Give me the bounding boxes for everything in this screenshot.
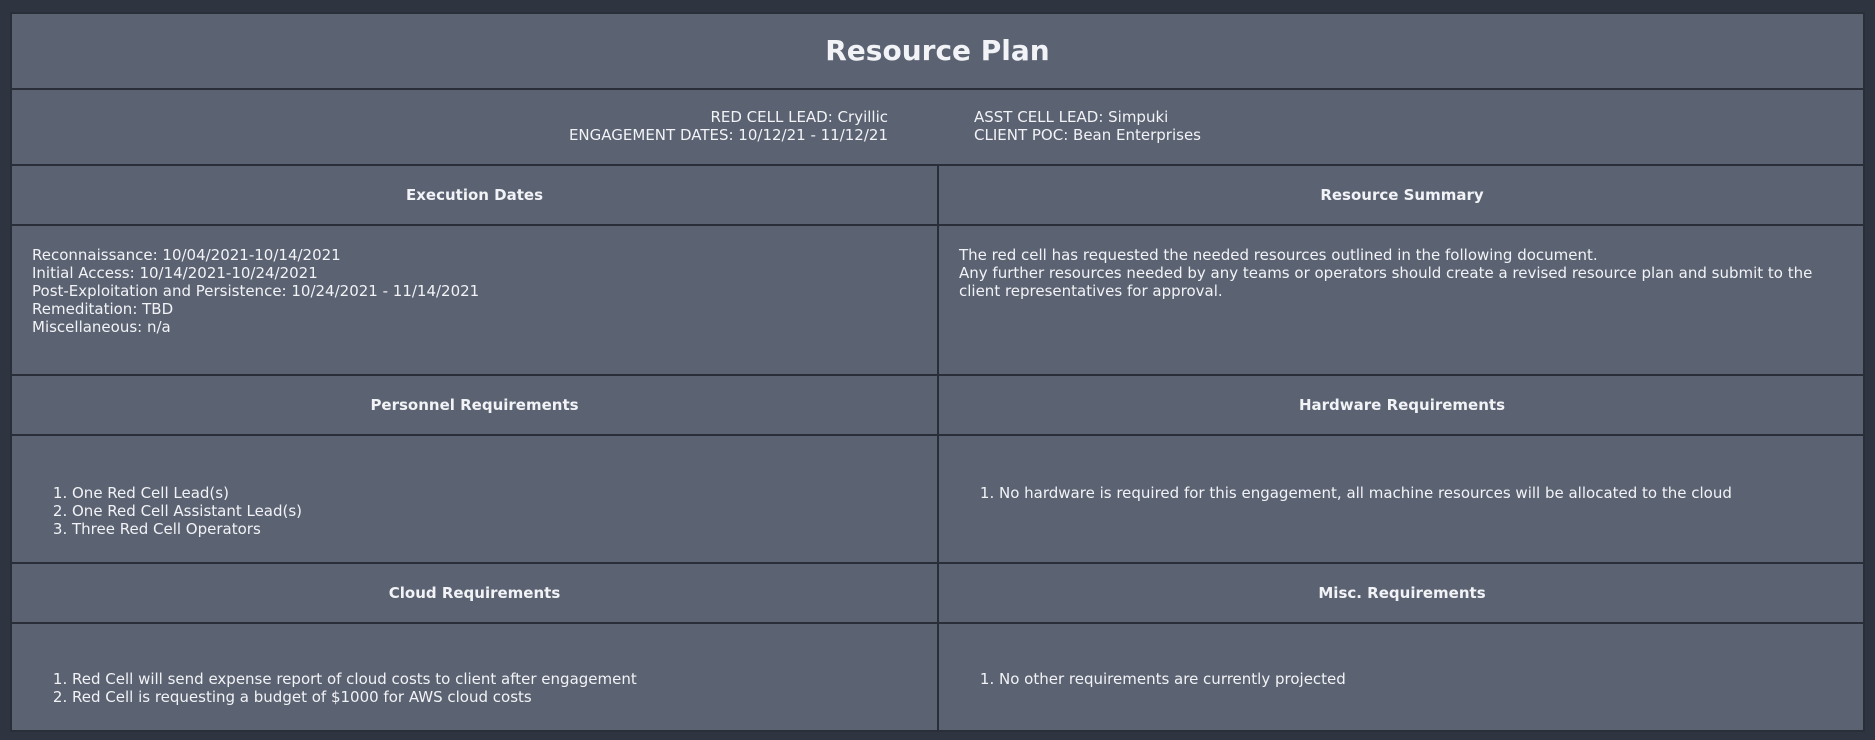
hardware-requirements-body <box>939 436 1865 562</box>
resource-plan-document <box>10 12 1865 732</box>
engagement-info-row <box>12 90 1863 166</box>
hardware-requirements-heading: Hardware Requirements <box>1298 396 1505 414</box>
personnel-requirements-body <box>12 436 939 562</box>
summary-line: The red cell has requested the needed resources outlined in the following document. <box>959 246 1598 264</box>
list-item: 2. Red Cell is requesting a budget of $1000 for AWS cloud costs <box>72 688 937 706</box>
engagement-dates: ENGAGEMENT DATES: 10/12/21 - 11/12/21 <box>568 126 888 144</box>
cloud-list <box>12 670 937 706</box>
title-row <box>12 14 1863 90</box>
list-item: 1. No hardware is required for this engagement, all machine resources will be allocated to the cloud <box>999 484 1865 502</box>
execution-dates-heading: Execution Dates <box>12 166 939 224</box>
list-item: 1. No other requirements are currently projected <box>999 670 1865 688</box>
lead-info-left <box>569 108 888 144</box>
execution-line: Reconnaissance: 10/04/2021-10/14/2021 <box>32 246 341 264</box>
execution-line: Miscellaneous: n/a <box>32 318 171 336</box>
asst-cell-lead: ASST CELL LEAD: Simpuki <box>974 108 1169 126</box>
section-body-row-1 <box>12 226 1863 376</box>
misc-requirements-heading: Misc. Requirements <box>1318 584 1486 602</box>
section-body-row-2 <box>12 436 1863 564</box>
red-cell-lead: RED CELL LEAD: Cryillic <box>710 108 888 126</box>
section-heading-row-1 <box>12 166 1863 226</box>
misc-list <box>939 670 1865 688</box>
execution-line: Post-Exploitation and Persistence: 10/24/2021 - 11/14/2021 <box>32 282 480 300</box>
personnel-list <box>12 484 937 538</box>
list-item: 3. Three Red Cell Operators <box>72 520 937 538</box>
hardware-list <box>939 484 1865 502</box>
misc-requirements-body <box>939 624 1865 730</box>
resource-summary-body <box>939 226 1865 374</box>
section-heading-row-2 <box>12 376 1863 436</box>
cloud-requirements-heading: Cloud Requirements <box>12 564 939 622</box>
list-item: 1. Red Cell will send expense report of cloud costs to client after engagement <box>72 670 937 688</box>
client-poc: CLIENT POC: Bean Enterprises <box>974 126 1201 144</box>
execution-dates-body <box>12 226 939 374</box>
summary-line: Any further resources needed by any teams or operators should create a revised resource plan and submit to the client representatives for approval. <box>959 264 1813 300</box>
list-item: 2. One Red Cell Assistant Lead(s) <box>72 502 937 520</box>
resource-summary-heading: Resource Summary <box>1320 186 1484 204</box>
section-heading-row-3 <box>12 564 1863 624</box>
section-body-row-3 <box>12 624 1863 730</box>
cloud-requirements-body <box>12 624 939 730</box>
lead-info-right <box>974 108 1201 144</box>
list-item: 1. One Red Cell Lead(s) <box>72 484 937 502</box>
personnel-requirements-heading: Personnel Requirements <box>12 376 939 434</box>
execution-line: Initial Access: 10/14/2021-10/24/2021 <box>32 264 318 282</box>
execution-line: Remeditation: TBD <box>32 300 174 318</box>
page-title: Resource Plan <box>825 34 1050 67</box>
